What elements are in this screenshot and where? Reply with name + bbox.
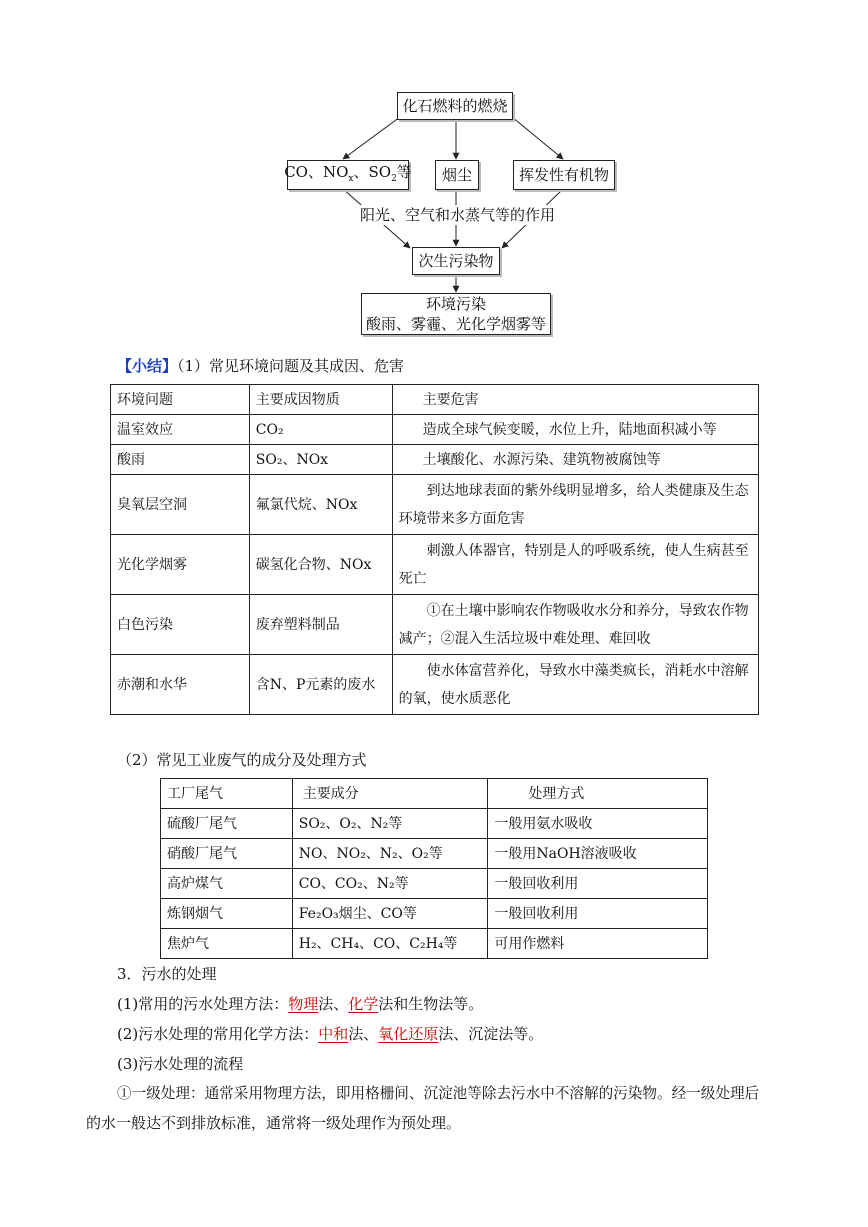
section3-para-line1: ①一级处理：通常采用物理方法，即用格栅间、沉淀池等除去污水中不溶解的污染物。经一级处理后 <box>117 1085 760 1102</box>
table-cell: 高炉煤气 <box>161 869 293 899</box>
table-cell: 光化学烟雾 <box>111 535 250 595</box>
line1-answer-a: 物理 <box>288 995 319 1013</box>
table-cell: 硝酸厂尾气 <box>161 839 293 869</box>
summary-heading-text: （1）常见环境问题及其成因、危害 <box>177 357 405 375</box>
table-cell: 一般回收利用 <box>488 869 708 899</box>
table-cell: 土壤酸化、水源污染、建筑物被腐蚀等 <box>392 445 758 475</box>
table-header-cell: 工厂尾气 <box>161 779 293 809</box>
flow-secondary-box <box>412 247 500 275</box>
table-header-cell: 主要危害 <box>392 385 758 415</box>
line2-suffix: 法、沉淀法等。 <box>438 1025 544 1043</box>
table-cell: SO₂、NOx <box>249 445 392 475</box>
table-cell: 含N、P元素的废水 <box>249 655 392 715</box>
flow-voc-box <box>513 160 615 190</box>
table-cell: 一般用氨水吸收 <box>488 809 708 839</box>
table-cell: SO₂、O₂、N₂等 <box>292 809 488 839</box>
table-cell: 废弃塑料制品 <box>249 595 392 655</box>
table-cell: 氟氯代烷、NOx <box>249 475 392 535</box>
table-cell: 硫酸厂尾气 <box>161 809 293 839</box>
line2-prefix: (2)污水处理的常用化学方法： <box>117 1025 319 1043</box>
table-cell: 酸雨 <box>111 445 250 475</box>
summary-bracket: 【小结】 <box>117 357 178 375</box>
table-cell: 一般用NaOH溶液吸收 <box>488 839 708 869</box>
table-cell: 温室效应 <box>111 415 250 445</box>
table-row <box>111 655 759 715</box>
table-cell: 赤潮和水华 <box>111 655 250 715</box>
table-row <box>111 445 759 475</box>
flow-secondary-label: 次生污染物 <box>418 252 494 270</box>
section3-title: 3．污水的处理 <box>117 965 217 983</box>
table-cell: 造成全球气候变暖，水位上升，陆地面积减小等 <box>392 415 758 445</box>
table-cell: H₂、CH₄、CO、C₂H₄等 <box>292 929 488 959</box>
section3-line3: (3)污水处理的流程 <box>117 1055 244 1073</box>
flow-bottom-line2: 酸雨、雾霾、光化学烟雾等 <box>365 315 546 333</box>
table-cell: 碳氢化合物、NOx <box>249 535 392 595</box>
table-header-row <box>161 779 708 809</box>
table-cell: 焦炉气 <box>161 929 293 959</box>
table-row <box>161 899 708 929</box>
line1-answer-b: 化学 <box>348 995 379 1013</box>
table-row <box>111 475 759 535</box>
environment-issues-table <box>110 384 759 715</box>
table-cell: NO、NO₂、N₂、O₂等 <box>292 839 488 869</box>
line1-prefix: (1)常用的污水处理方法： <box>117 995 289 1013</box>
flow-voc-label: 挥发性有机物 <box>518 166 609 184</box>
table-cell: CO、CO₂、N₂等 <box>292 869 488 899</box>
flow-condition-label: 阳光、空气和水蒸气等的作用 <box>360 206 556 224</box>
table-cell: CO₂ <box>249 415 392 445</box>
table-cell: ①在土壤中影响农作物吸收水分和养分，导致农作物减产；②混入生活垃圾中难处理、难回收 <box>392 595 758 655</box>
table-cell: 刺激人体器官，特别是人的呼吸系统，使人生病甚至死亡 <box>392 535 758 595</box>
line2-answer-b: 氧化还原 <box>378 1025 439 1043</box>
line1-suffix: 法和生物法等。 <box>378 995 484 1013</box>
table-cell: 可用作燃料 <box>488 929 708 959</box>
flow-top-label: 化石燃料的燃烧 <box>402 97 508 115</box>
flow-bottom-line1: 环境污染 <box>425 295 486 313</box>
section3-para-line2: 的水一般达不到排放标准，通常将一级处理作为预处理。 <box>86 1114 462 1132</box>
line2-mid: 法、 <box>348 1025 379 1043</box>
summary-heading <box>117 356 404 376</box>
table-header-cell: 主要成因物质 <box>249 385 392 415</box>
table-row <box>111 415 759 445</box>
table-row <box>161 839 708 869</box>
table-cell: 炼钢烟气 <box>161 899 293 929</box>
line2-answer-a: 中和 <box>318 1025 349 1043</box>
table-header-cell: 主要成分 <box>292 779 488 809</box>
table-row <box>161 869 708 899</box>
section3-line2 <box>117 1024 543 1044</box>
table-cell: Fe₂O₃烟尘、CO等 <box>292 899 488 929</box>
table-header-row <box>111 385 759 415</box>
line1-mid: 法、 <box>318 995 349 1013</box>
table-header-cell: 环境问题 <box>111 385 250 415</box>
table-cell: 一般回收利用 <box>488 899 708 929</box>
flow-dust-box <box>435 160 479 190</box>
flow-dust-label: 烟尘 <box>441 166 472 184</box>
flow-bottom-box <box>361 293 551 335</box>
table-cell: 臭氧层空洞 <box>111 475 250 535</box>
table-row <box>111 535 759 595</box>
table-row <box>161 809 708 839</box>
flow-gases-label: CO、$NO_x$、$SO_2$等 <box>284 162 412 184</box>
table-cell: 使水体富营养化，导致水中藻类疯长，消耗水中溶解的氧，使水质恶化 <box>392 655 758 715</box>
industrial-gas-table <box>160 778 708 959</box>
section2-heading: （2）常见工业废气的成分及处理方式 <box>117 751 367 769</box>
table-header-cell: 处理方式 <box>488 779 708 809</box>
table-cell: 到达地球表面的紫外线明显增多，给人类健康及生态环境带来多方面危害 <box>392 475 758 535</box>
section3-line1 <box>117 994 483 1014</box>
table-row <box>111 595 759 655</box>
flow-gases-box <box>284 160 412 190</box>
flow-top-box <box>397 92 513 120</box>
table-row <box>161 929 708 959</box>
table-cell: 白色污染 <box>111 595 250 655</box>
